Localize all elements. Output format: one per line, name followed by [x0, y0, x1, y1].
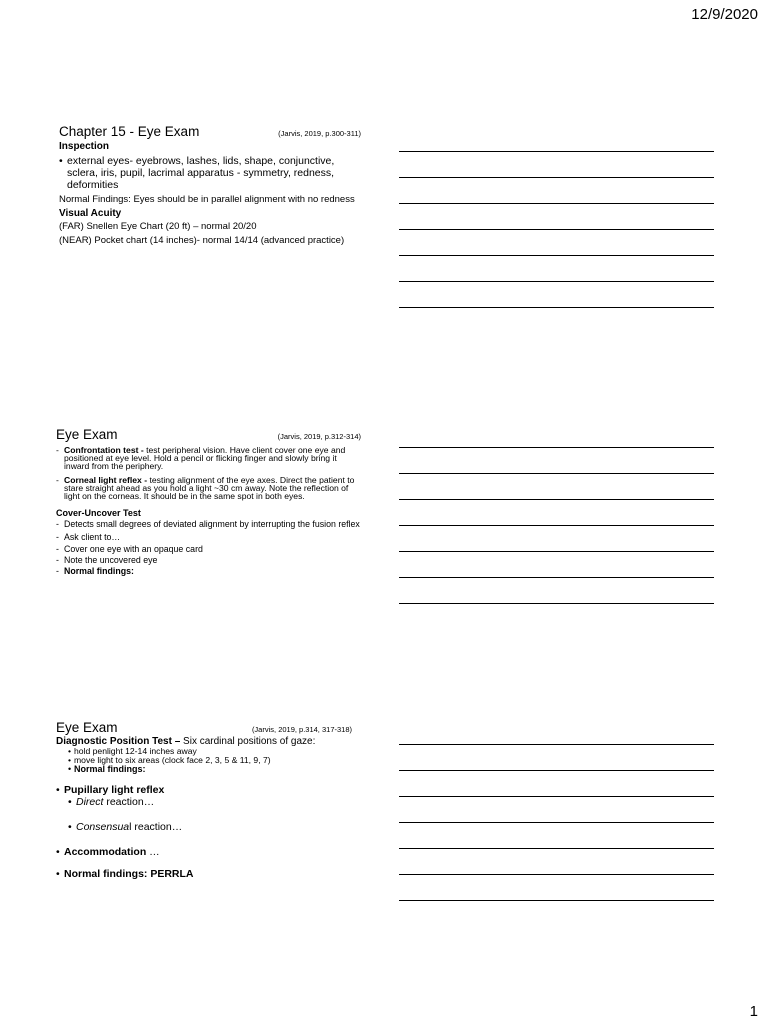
slide-3-title: Eye Exam	[56, 720, 118, 735]
far-acuity-text: (FAR) Snellen Eye Chart (20 ft) – normal 20/20	[59, 221, 257, 232]
page-number: 1	[749, 1003, 758, 1020]
note-lines-2	[399, 447, 714, 604]
note-line	[399, 177, 714, 178]
list-item: • external eyes- eyebrows, lashes, lids, shape, conjunctive, sclera, iris, pupil, lacrimal apparatus - symmetry, redness, deformities	[59, 155, 361, 191]
slide-1-title: Chapter 15 - Eye Exam	[59, 124, 200, 139]
note-line	[399, 447, 714, 448]
diagnostic-label: Diagnostic Position Test –	[56, 736, 181, 747]
consensual-rest: l reaction…	[129, 821, 183, 833]
note-line	[399, 603, 714, 604]
external-eyes-text: external eyes- eyebrows, lashes, lids, shape, conjunctive, sclera, iris, pupil, lacrimal apparatus - symmetry, redness, deformities	[67, 155, 335, 191]
note-line	[399, 848, 714, 849]
direct-rest: reaction…	[103, 796, 155, 808]
list-item: - Cover one eye with an opaque card	[56, 543, 203, 554]
normal-findings-label: Normal findings:	[64, 565, 134, 576]
note-line	[399, 473, 714, 474]
slide-2-citation: (Jarvis, 2019, p.312-314)	[277, 432, 361, 441]
note-line	[399, 551, 714, 552]
note-line	[399, 499, 714, 500]
note-line	[399, 874, 714, 875]
cover-item: Cover one eye with an opaque card	[64, 543, 203, 554]
list-item: • Accommodation …	[56, 846, 160, 858]
slide-1	[59, 124, 361, 246]
corneal-text: testing alignment of the eye axes. Direct the patient to stare straight ahead as you hold a light ~30 cm away. Note the reflection of light on the corneas. It should be in the same spot in both eyes.	[64, 475, 355, 501]
slide-1-header	[59, 124, 361, 139]
list-item: • Direct reaction…	[68, 796, 155, 808]
cover-item: Note the uncovered eye	[64, 554, 158, 565]
confrontation-label: Confrontation test -	[64, 445, 147, 455]
list-item: • Consensual reaction…	[68, 821, 183, 833]
direct-em: Direct	[76, 796, 104, 808]
list-item: - Ask client to…	[56, 531, 121, 542]
slide-2-header	[56, 427, 361, 442]
note-line	[399, 281, 714, 282]
diagnostic-normal-label: Normal findings:	[74, 764, 146, 774]
slide-3-header	[56, 720, 352, 735]
note-line	[399, 796, 714, 797]
note-line	[399, 525, 714, 526]
list-item: • Pupillary light reflex	[56, 784, 165, 796]
list-item: - Normal findings:	[56, 565, 134, 576]
visual-acuity-heading: Visual Acuity	[59, 208, 122, 219]
accommodation-rest: …	[146, 846, 160, 858]
diagnostic-item: move light to six areas (clock face 2, 3, 5 & 11, 9, 7)	[74, 754, 271, 765]
diagnostic-text: Six cardinal positions of gaze:	[180, 736, 316, 747]
note-line	[399, 770, 714, 771]
perrla-label: Normal findings: PERRLA	[64, 868, 194, 880]
slide-3-citation: (Jarvis, 2019, p.314, 317-318)	[251, 725, 352, 734]
slide-2-title: Eye Exam	[56, 427, 118, 442]
confrontation-text: test peripheral vision. Have client cover one eye and positioned at eye level. Hold a pencil or flicking finger and slowly bring it inward from the periphery.	[64, 445, 346, 471]
normal-findings-text: Normal Findings: Eyes should be in parallel alignment with no redness	[59, 194, 355, 205]
diagnostic-item: hold penlight 12-14 inches away	[74, 746, 197, 756]
list-item: - Corneal light reflex - testing alignment of the eye axes. Direct the patient to stare straight ahead as you hold a light ~30 cm away. Note the reflection of light on the corneas. It should be in the same spot in both eyes.	[56, 475, 355, 501]
note-line	[399, 255, 714, 256]
note-lines-1	[399, 151, 714, 308]
note-line	[399, 900, 714, 901]
note-lines-3	[399, 744, 714, 901]
cover-uncover-heading: Cover-Uncover Test	[56, 508, 141, 518]
pupillary-label: Pupillary light reflex	[64, 784, 165, 796]
note-line	[399, 822, 714, 823]
note-line	[399, 577, 714, 578]
list-item: • Normal findings:	[68, 764, 146, 774]
list-item: • hold penlight 12-14 inches away	[68, 746, 197, 756]
cover-item: Ask client to…	[64, 531, 121, 542]
note-line	[399, 151, 714, 152]
slide-2	[56, 427, 361, 576]
note-line	[399, 744, 714, 745]
slide-1-citation: (Jarvis, 2019, p.300-311)	[278, 129, 361, 138]
cover-item: Detects small degrees of deviated alignment by interrupting the fusion reflex	[64, 519, 360, 529]
consensual-em: Consensua	[76, 821, 130, 833]
accommodation-label: Accommodation	[64, 846, 147, 858]
note-line	[399, 229, 714, 230]
list-item: - Note the uncovered eye	[56, 554, 158, 565]
print-date: 12/9/2020	[691, 6, 758, 23]
list-item: • Normal findings: PERRLA	[56, 868, 194, 880]
list-item: - Confrontation test - test peripheral vision. Have client cover one eye and positioned at eye level. Hold a pencil or flicking finger and slowly bring it inward from the periphery.	[56, 445, 346, 471]
note-line	[399, 203, 714, 204]
inspection-heading: Inspection	[59, 141, 110, 152]
corneal-label: Corneal light reflex -	[64, 475, 150, 485]
note-line	[399, 307, 714, 308]
list-item: • move light to six areas (clock face 2, 3, 5 & 11, 9, 7)	[68, 754, 271, 765]
list-item: - Detects small degrees of deviated alignment by interrupting the fusion reflex	[56, 519, 360, 529]
near-acuity-text: (NEAR) Pocket chart (14 inches)- normal 14/14 (advanced practice)	[59, 235, 345, 246]
slide-3	[56, 720, 352, 880]
